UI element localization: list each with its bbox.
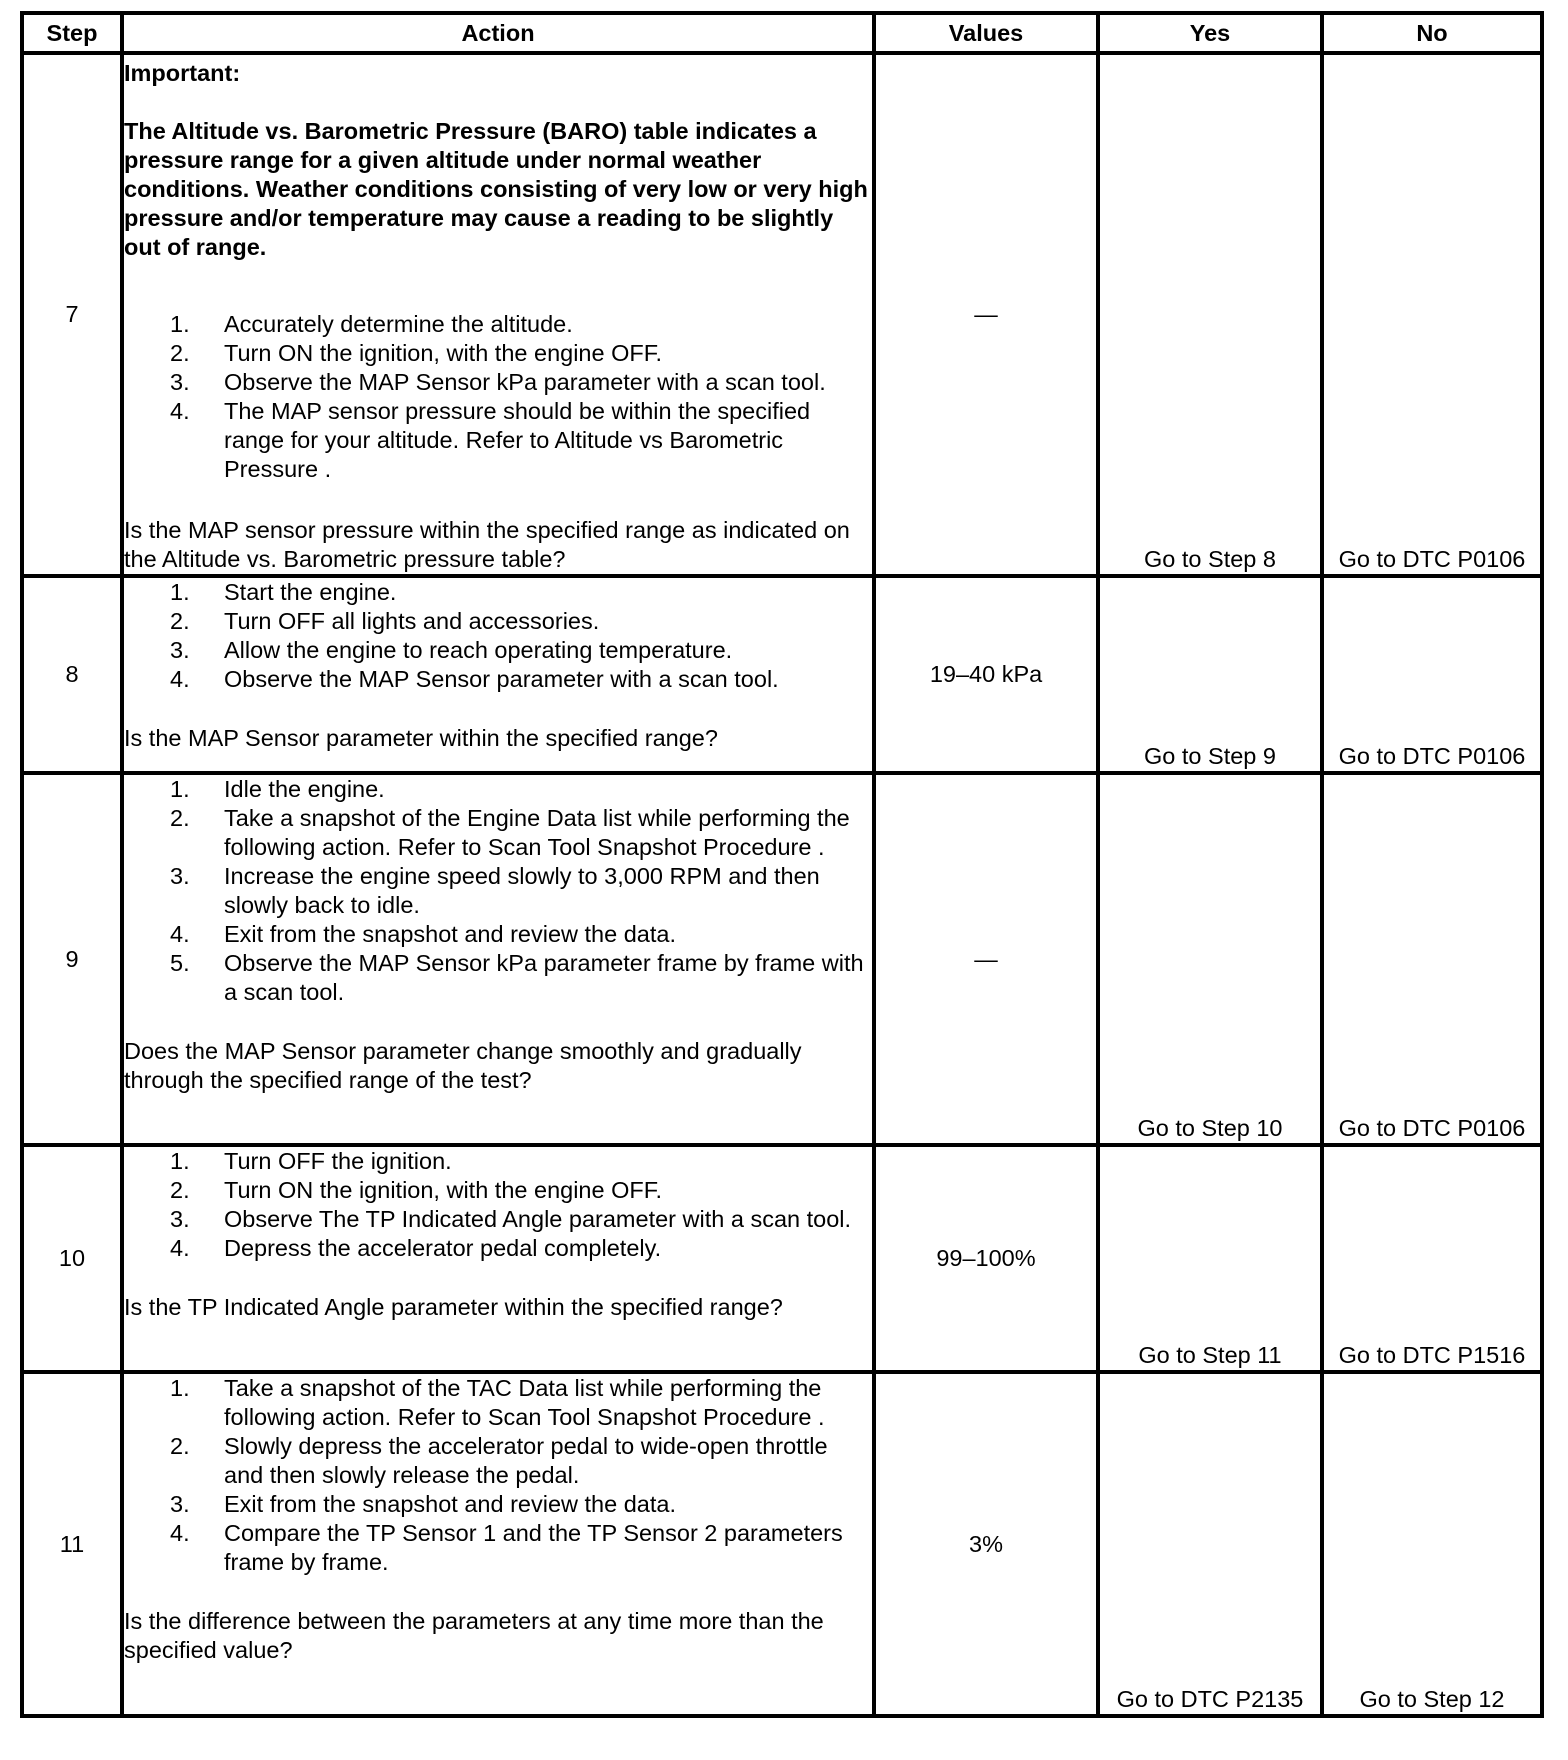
list-item: 4. Depress the accelerator pedal completely. [170,1235,662,1261]
step-number: 10 [22,1145,122,1372]
list-item: 3. Observe the MAP Sensor kPa parameter with a scan tool. [170,369,826,395]
procedure-list [124,775,872,1007]
action-cell [122,773,874,1145]
table-row [22,773,1542,1145]
no-link[interactable]: Go to DTC P0106 [1322,773,1542,1145]
question-text: Is the TP Indicated Angle parameter within the specified range? [124,1294,783,1320]
list-item: 4. Compare the TP Sensor 1 and the TP Sensor 2 parameters frame by frame. [170,1520,843,1575]
important-label: Important: [124,60,241,86]
yes-link[interactable]: Go to Step 8 [1098,53,1322,576]
header-no: No [1322,13,1542,53]
header-values: Values [874,13,1098,53]
table-row [22,53,1542,576]
header-yes: Yes [1098,13,1322,53]
action-cell [122,576,874,773]
list-item: 2. Slowly depress the accelerator pedal to wide-open throttle and then slowly release the pedal. [170,1433,828,1488]
question-text: Is the MAP sensor pressure within the specified range as indicated on the Altitude vs. Barometric pressure table? [124,517,850,572]
no-link[interactable]: Go to DTC P1516 [1322,1145,1542,1372]
step-number: 11 [22,1372,122,1716]
list-item: 3. Increase the engine speed slowly to 3,000 RPM and then slowly back to idle. [170,863,820,918]
no-link[interactable]: Go to Step 12 [1322,1372,1542,1716]
values-cell: 99–100% [874,1145,1098,1372]
question-text: Is the MAP Sensor parameter within the specified range? [124,725,718,751]
values-cell: 19–40 kPa [874,576,1098,773]
table-row [22,1372,1542,1716]
question-text: Is the difference between the parameters at any time more than the specified value? [124,1608,824,1663]
list-item: 3. Allow the engine to reach operating temperature. [170,637,733,663]
list-item: 4. Observe the MAP Sensor parameter with a scan tool. [170,666,779,692]
list-item: 1. Idle the engine. [170,776,385,802]
list-item: 4. The MAP sensor pressure should be within the specified range for your altitude. Refer to Altitude vs Barometric Pressure . [170,398,811,482]
procedure-list [124,1374,872,1577]
values-cell: — [874,773,1098,1145]
step-number: 9 [22,773,122,1145]
important-note: The Altitude vs. Barometric Pressure (BARO) table indicates a pressure range for a given altitude under normal weather conditions. Weather conditions consisting of very low or very high pressure and/or temperature may cause a reading to be slightly out of range. [124,118,868,260]
list-item: 2. Turn ON the ignition, with the engine OFF. [170,340,663,366]
no-link[interactable]: Go to DTC P0106 [1322,576,1542,773]
values-cell: — [874,53,1098,576]
step-number: 8 [22,576,122,773]
yes-link[interactable]: Go to Step 9 [1098,576,1322,773]
procedure-list [124,578,872,694]
list-item: 2. Take a snapshot of the Engine Data list while performing the following action. Refer to Scan Tool Snapshot Procedure . [170,805,850,860]
header-row [22,13,1542,53]
list-item: 1. Accurately determine the altitude. [170,311,573,337]
list-item: 3. Exit from the snapshot and review the data. [170,1491,676,1517]
diagnostic-table [20,11,1544,1718]
yes-link[interactable]: Go to Step 10 [1098,773,1322,1145]
list-item: 5. Observe the MAP Sensor kPa parameter frame by frame with a scan tool. [170,950,864,1005]
list-item: 3. Observe The TP Indicated Angle parameter with a scan tool. [170,1206,852,1232]
yes-link[interactable]: Go to DTC P2135 [1098,1372,1322,1716]
yes-link[interactable]: Go to Step 11 [1098,1145,1322,1372]
values-cell: 3% [874,1372,1098,1716]
procedure-list [124,1147,872,1263]
step-number: 7 [22,53,122,576]
header-action: Action [122,13,874,53]
list-item: 2. Turn OFF all lights and accessories. [170,608,600,634]
list-item: 1. Start the engine. [170,579,397,605]
action-cell [122,53,874,576]
list-item: 4. Exit from the snapshot and review the data. [170,921,676,947]
list-item: 2. Turn ON the ignition, with the engine OFF. [170,1177,663,1203]
list-item: 1. Turn OFF the ignition. [170,1148,452,1174]
procedure-list [124,310,872,484]
action-cell [122,1145,874,1372]
action-cell [122,1372,874,1716]
question-text: Does the MAP Sensor parameter change smoothly and gradually through the specified range of the test? [124,1038,802,1093]
header-step: Step [22,13,122,53]
table-row [22,1145,1542,1372]
list-item: 1. Take a snapshot of the TAC Data list while performing the following action. Refer to Scan Tool Snapshot Procedure . [170,1375,825,1430]
table-row [22,576,1542,773]
no-link[interactable]: Go to DTC P0106 [1322,53,1542,576]
